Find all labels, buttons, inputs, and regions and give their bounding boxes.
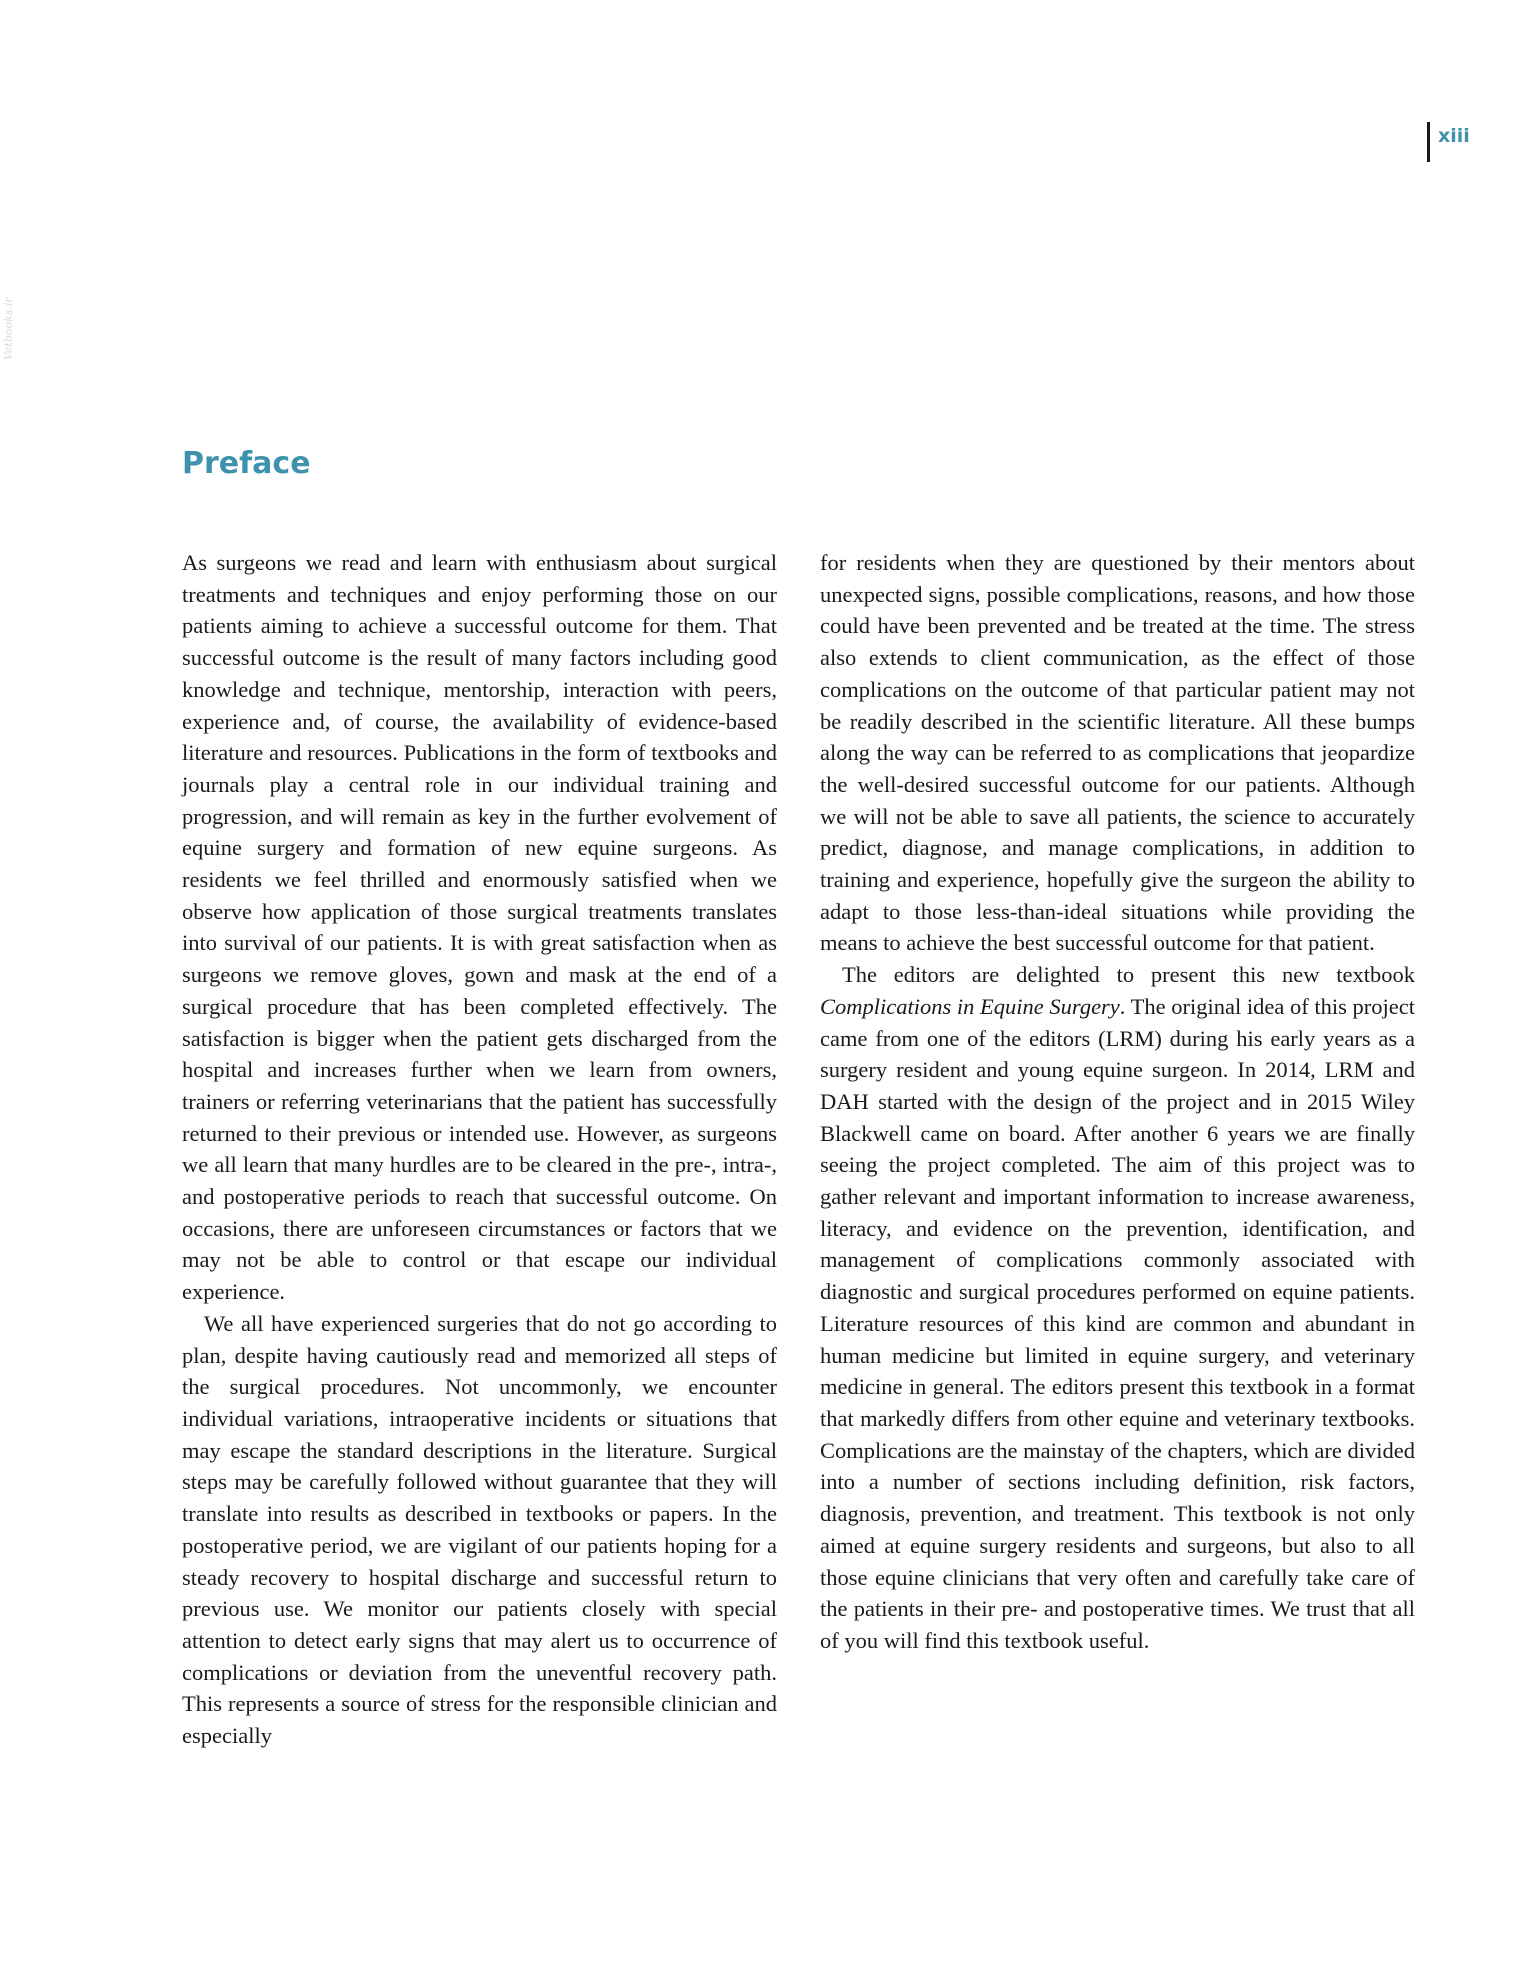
page-title: Preface [182, 446, 311, 481]
paragraph-2: We all have experienced surgeries that do not go according to plan, despite having cautiously read and memorized all steps of the surgical procedures. Not uncommonly, we encounter individual variations, intraoperative incidents or situations that may escape the standard descriptions in the literature. Surgical steps may be carefully followed without guarantee that they will translate into results as described in textbooks or papers. In the postoperative period, we are vigilant of our patients hoping for a steady recovery to hospital discharge and successful return to previous use. We monitor our patients closely with special attention to detect early signs that may alert us to occurrence of complications or deviation from the uneventful recovery path. This represents a source of stress for the responsible clinician and especially [182, 1310, 777, 1749]
right-column [820, 547, 1415, 1657]
paragraph-4-rest: . The original idea of this project came from one of the editors (LRM) during his early years as a surgery resident and young equine surgeon. In 2014, LRM and DAH started with the design of the project and in 2015 Wiley Blackwell came on board. After another 6 years we are finally seeing the project completed. The aim of this project was to gather relevant and important information to increase awareness, literacy, and evidence on the prevention, identification, and management of complications commonly associated with diagnostic and surgical procedures performed on equine patients. Literature resources of this kind are common and abundant in human medicine but limited in equine surgery, and veterinary medicine in general. The editors present this textbook in a format that markedly differs from other equine and veterinary textbooks. Complications are the mainstay of the chapters, which are divided into a number of sections including definition, risk factors, diagnosis, prevention, and treatment. This textbook is not only aimed at equine surgery residents and surgeons, but also to all those equine clinicians that very often and carefully take care of the patients in their pre- and postoperative times. We trust that all of you will find this textbook useful. [820, 993, 1415, 1653]
left-column [182, 547, 777, 1752]
paragraph-4-start: The editors are delighted to present this new textbook [842, 962, 1415, 988]
watermark: Vetbooks.ir [2, 297, 15, 360]
page-number: xiii [1427, 122, 1470, 162]
paragraph-3: for residents when they are questioned by their mentors about unexpected signs, possible complications, reasons, and how those could have been prevented and be treated at the time. The stress also extends to client communication, as the effect of those complications on the outcome of that particular patient may not be readily described in the scientific literature. All these bumps along the way can be referred to as complications that jeopardize the well-desired successful outcome for our patients. Although we will not be able to save all patients, the science to accurately predict, diagnose, and manage complications, in addition to training and experience, hopefully give the surgeon the ability to adapt to those less-than-ideal situations while providing the means to achieve the best successful outcome for that patient. [820, 550, 1415, 956]
book-title: Complications in Equine Surgery [820, 993, 1120, 1019]
paragraph-1: As surgeons we read and learn with enthusiasm about surgical treatments and techniques and enjoy performing those on our patients aiming to achieve a successful outcome for them. That successful outcome is the result of many factors including good knowledge and technique, mentorship, interaction with peers, experience and, of course, the availability of evidence-based literature and resources. Publications in the form of textbooks and journals play a central role in our individual training and progression, and will remain as key in the further evolvement of equine surgery and formation of new equine surgeons. As residents we feel thrilled and enormously satisfied when we observe how application of those surgical treatments translates into survival of our patients. It is with great satisfaction when as surgeons we remove gloves, gown and mask at the end of a surgical procedure that has been completed effectively. The satisfaction is bigger when the patient gets discharged from the hospital and increases further when we learn from owners, trainers or referring veterinarians that the patient has successfully returned to their previous or intended use. However, as surgeons we all learn that many hurdles are to be cleared in the pre-, intra-, and postoperative periods to reach that successful outcome. On occasions, there are unforeseen circumstances or factors that we may not be able to control or that escape our individual experience. [182, 550, 777, 1305]
paragraph-4 [820, 959, 1415, 1656]
